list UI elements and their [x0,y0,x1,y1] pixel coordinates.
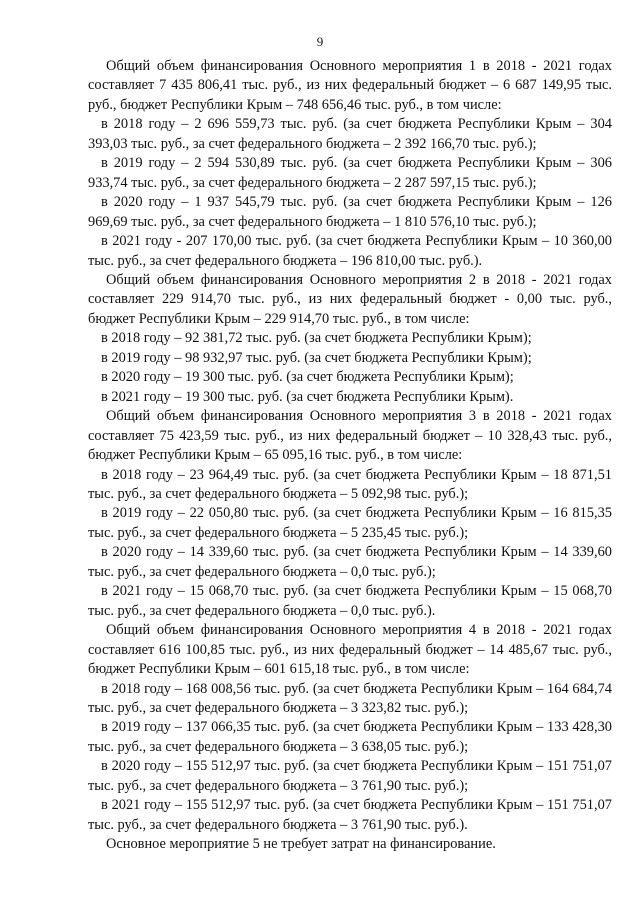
paragraph-event-3-2021: в 2021 году – 15 068,70 тыс. руб. (за счет бюджета Республики Крым – 15 068,70 тыс. руб., за счет федерального бюджета – 0,0 тыс. руб.). [88,583,612,619]
paragraph-event-1-2018: в 2018 году – 2 696 559,73 тыс. руб. (за счет бюджета Республики Крым – 304 393,03 тыс. руб., за счет федерального бюджета – 2 392 166,70 тыс. руб.); [88,116,612,152]
document-body [88,57,612,855]
paragraph-event-5-note: Основное мероприятие 5 не требует затрат на финансирование. [106,836,496,853]
paragraph-event-4-2020: в 2020 году – 155 512,97 тыс. руб. (за счет бюджета Республики Крым – 151 751,07 тыс. руб., за счет федерального бюджета – 3 761,90 тыс. руб.); [88,758,612,794]
paragraph-event-4-2018: в 2018 году – 168 008,56 тыс. руб. (за счет бюджета Республики Крым – 164 684,74 тыс. руб., за счет федерального бюджета – 3 323,82 тыс. руб.); [88,680,612,716]
paragraph-event-2-2019: в 2019 году – 98 932,97 тыс. руб. (за счет бюджета Республики Крым); [101,349,532,366]
paragraph-event-3-2019: в 2019 году – 22 050,80 тыс. руб. (за счет бюджета Республики Крым – 16 815,35 тыс. руб., за счет федерального бюджета – 5 235,45 тыс. руб.); [88,505,612,541]
paragraph-event-1-2019: в 2019 году – 2 594 530,89 тыс. руб. (за счет бюджета Республики Крым – 306 933,74 тыс. руб., за счет федерального бюджета – 2 287 597,15 тыс. руб.); [88,155,612,191]
paragraph-event-2-total: Общий объем финансирования Основного мероприятия 2 в 2018 - 2021 годах составляет 229 914,70 тыс. руб., из них федеральный бюджет - 0,00 тыс. руб., бюджет Республики Крым – 229 914,70 тыс. руб., в том числе: [88,271,612,327]
paragraph-event-4-total: Общий объем финансирования Основного мероприятия 4 в 2018 - 2021 годах составляет 616 100,85 тыс. руб., из них федеральный бюджет – 14 485,67 тыс. руб., бюджет Республики Крым – 601 615,18 тыс. руб., в том числе: [88,622,612,678]
paragraph-event-4-2019: в 2019 году – 137 066,35 тыс. руб. (за счет бюджета Республики Крым – 133 428,30 тыс. руб., за счет федерального бюджета – 3 638,05 тыс. руб.); [88,719,612,755]
paragraph-event-1-2020: в 2020 году – 1 937 545,79 тыс. руб. (за счет бюджета Республики Крым – 126 969,69 тыс. руб., за счет федерального бюджета – 1 810 576,10 тыс. руб.); [88,194,612,230]
paragraph-event-3-2020: в 2020 году – 14 339,60 тыс. руб. (за счет бюджета Республики Крым – 14 339,60 тыс. руб., за счет федерального бюджета – 0,0 тыс. руб.); [88,544,612,580]
paragraph-event-3-total: Общий объем финансирования Основного мероприятия 3 в 2018 - 2021 годах составляет 75 423,59 тыс. руб., из них федеральный бюджет – 10 328,43 тыс. руб., бюджет Республики Крым – 65 095,16 тыс. руб., в том числе: [88,408,612,464]
paragraph-event-2-2018: в 2018 году – 92 381,72 тыс. руб. (за счет бюджета Республики Крым); [101,330,532,347]
paragraph-event-1-2021: в 2021 году - 207 170,00 тыс. руб. (за счет бюджета Республики Крым – 10 360,00 тыс. руб., за счет федерального бюджета – 196 810,00 тыс. руб.). [88,233,612,269]
paragraph-event-2-2020: в 2020 году – 19 300 тыс. руб. (за счет бюджета Республики Крым); [101,369,514,386]
paragraph-event-4-2021: в 2021 году – 155 512,97 тыс. руб. (за счет бюджета Республики Крым – 151 751,07 тыс. руб., за счет федерального бюджета – 3 761,90 тыс. руб.). [88,797,612,833]
paragraph-event-3-2018: в 2018 году – 23 964,49 тыс. руб. (за счет бюджета Республики Крым – 18 871,51 тыс. руб., за счет федерального бюджета – 5 092,98 тыс. руб.); [88,466,612,502]
paragraph-event-1-total: Общий объем финансирования Основного мероприятия 1 в 2018 - 2021 годах составляет 7 435 806,41 тыс. руб., из них федеральный бюджет – 6 687 149,95 тыс. руб., бюджет Республики Крым – 748 656,46 тыс. руб., в том числе: [88,58,612,113]
page-number: 9 [316,34,324,49]
paragraph-event-2-2021: в 2021 году – 19 300 тыс. руб. (за счет бюджета Республики Крым). [101,388,514,405]
